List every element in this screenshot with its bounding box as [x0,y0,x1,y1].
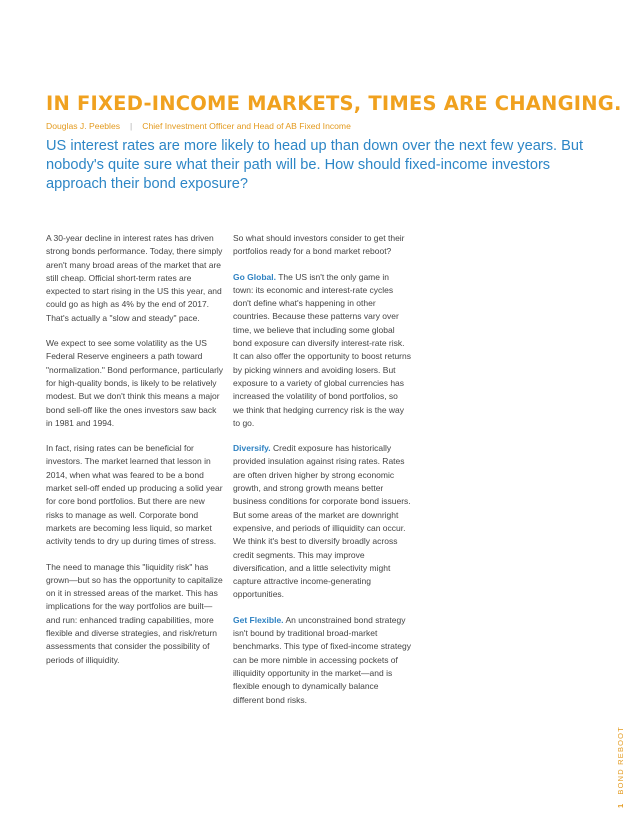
page-title: IN FIXED-INCOME MARKETS, TIMES ARE CHANGING. [46,92,622,115]
left-column [46,232,224,679]
author-role: Chief Investment Officer and Head of AB Fixed Income [142,121,351,131]
publication-name: BOND REBOOT [616,726,625,795]
body-paragraph: In fact, rising rates can be beneficial for investors. The market learned that lesson in 2014, when what was feared to be a bond market sell-off ended up producing a solid year for core bond portfolios. But there are new risks to manage as well. Corporate bond markets are becoming less liquid, so market activity tends to dry up during times of stress. [46,443,223,547]
page-number: 1 [616,802,625,808]
section-text: Credit exposure has historically provided insulation against rising rates. Rates are often driven higher by strong economic growth, and strong growth means better business conditions for corporate bond issuers. But some areas of the market are downright expensive, and periods of illiquidity can occur. We think it's best to diversify broadly across credit segments. This may improve diversification, and a little selectivity might capture attractive income-generating opportunities. [233,443,411,600]
section-diversify [233,442,411,602]
section-go-global [233,271,411,431]
page-footer [616,726,625,808]
body-paragraph: The need to manage this "liquidity risk" has grown—but so has the opportunity to capitalize on it in stressed areas of the market. This has implications for the way portfolios are built—and run: enhanced trading capabilities, more flexible and diverse strategies, and risk/return assessments that consider the possibility of periods of illiquidity. [46,561,223,665]
subtitle: US interest rates are more likely to head up than down over the next few years. But nobody's quite sure what their path will be. How should fixed-income investors approach their bond exposure? [46,138,584,192]
section-lead: Get Flexible. [233,614,284,625]
section-text: An unconstrained bond strategy isn't bound by traditional broad-market benchmarks. This type of fixed-income strategy can be more nimble in accessing pockets of illiquidity opportunity in the market—and is flexible enough to dynamically balance different bond risks. [233,614,411,705]
byline-separator: | [130,121,133,131]
section-text: The US isn't the only game in town: its economic and interest-rate cycles don't define what's happening in other countries. Because these patterns vary over time, we believe that including some global bond exposure can diversify interest-rate risk. It can also offer the opportunity to boost returns by picking winners and avoiding losers. But exposure to a variety of global currencies has increased the volatility of bond portfolios, so we think that hedging currency risk is the way to go. [233,271,411,428]
section-lead: Diversify. [233,443,271,454]
byline [46,121,351,131]
body-paragraph: We expect to see some volatility as the US Federal Reserve engineers a path toward "normalization." Bond performance, particularly for high-quality bonds, is likely to be relatively modest. But we don't think this means a major bond sell-off like the ones investors saw back in 1981 and 1994. [46,338,224,428]
body-paragraph-intro: So what should investors consider to get their portfolios ready for a bond market reboot? [233,233,405,257]
right-column [233,232,411,719]
body-paragraph: A 30-year decline in interest rates has driven strong bonds performance. Today, there simply aren't many broad areas of the market that are still cheap. Official short-term rates are expected to start rising in the US this year, and could go as high as 4% by the end of 2017. That's actually a "slow and steady" pace. [46,233,223,323]
section-lead: Go Global. [233,271,276,282]
section-get-flexible [233,614,411,707]
author-name: Douglas J. Peebles [46,121,121,131]
